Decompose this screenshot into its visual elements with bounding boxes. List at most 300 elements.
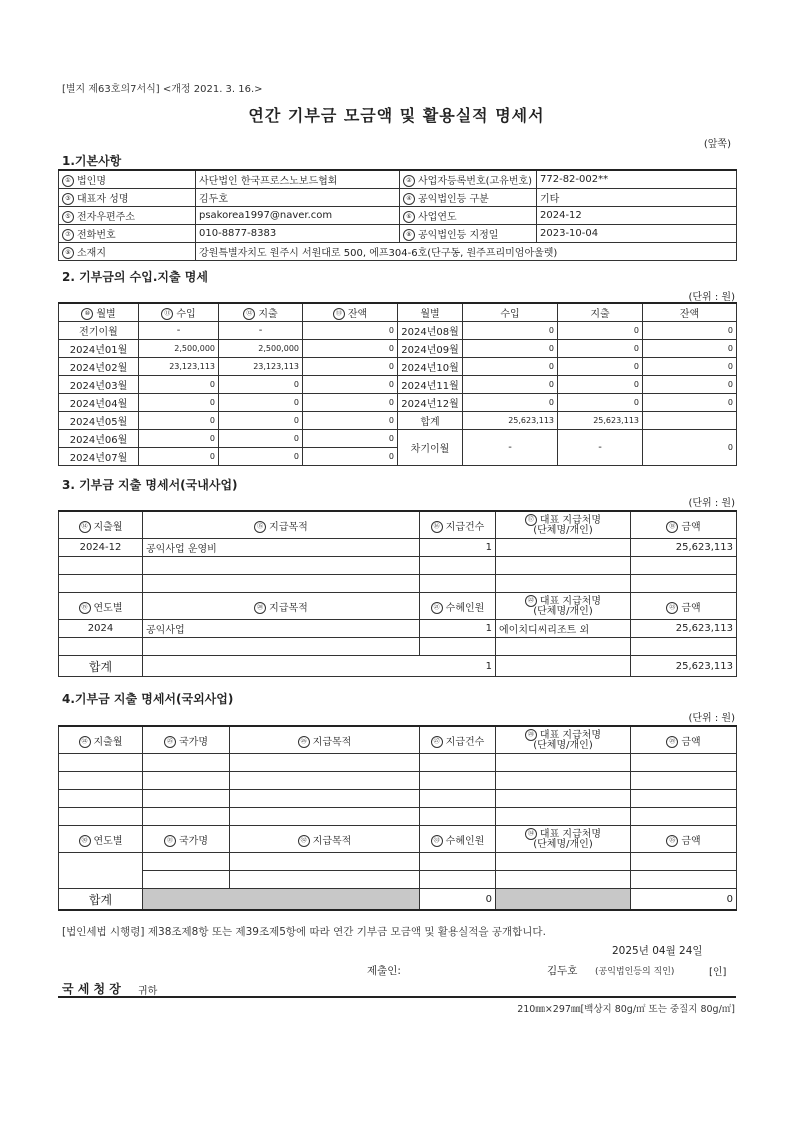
item-label: 대표자 성명: [77, 194, 129, 205]
submitter-role: (공익법인등의 직인): [595, 967, 675, 977]
item-number-badge: ⑰: [525, 514, 537, 526]
shaded-cell: [143, 889, 420, 911]
field-value: 김두호: [196, 189, 400, 207]
total-count: 0: [420, 889, 496, 911]
column-header: [59, 303, 139, 322]
income-cell: 23,123,113: [139, 358, 219, 376]
column-header: 월별: [398, 303, 463, 322]
expense-cell: 0: [219, 412, 303, 430]
item-number-badge: ⑨: [62, 247, 74, 259]
table-cell: [230, 790, 420, 808]
table-row: [59, 539, 737, 557]
table-cell: [143, 871, 230, 889]
item-number-badge: ⑭: [79, 521, 91, 533]
column-header: [143, 826, 230, 853]
item-number-badge: ㉗: [431, 736, 443, 748]
income-cell: 0: [463, 376, 558, 394]
table-cell: 2024: [59, 620, 143, 638]
header-row: [59, 593, 737, 620]
table-cell: [230, 754, 420, 772]
table-cell: [59, 853, 143, 889]
column-header: [420, 593, 496, 620]
item-label: 지출: [258, 309, 278, 320]
table-cell: [59, 638, 143, 656]
total-amount: 25,623,113: [631, 656, 737, 677]
item-label: 연도별: [93, 835, 123, 847]
item-label: 잔액: [347, 309, 368, 320]
month-cell: 2024년02월: [59, 358, 139, 376]
item-label: 수입: [176, 309, 196, 320]
table-row: [59, 394, 737, 412]
expense-cell: 0: [558, 340, 643, 358]
field-label: [59, 207, 196, 225]
front-side-label: (앞쪽): [703, 139, 731, 150]
income-cell: 0: [139, 430, 219, 448]
item-number-badge: ⑤: [62, 211, 74, 223]
item-label: 공익법인등 지정일: [418, 230, 499, 241]
item-number-badge: ⑦: [62, 229, 74, 241]
column-header: [59, 726, 143, 754]
balance-cell: 0: [643, 394, 737, 412]
balance-cell: 0: [643, 340, 737, 358]
total-count: 1: [143, 656, 496, 677]
balance-cell: 0: [303, 430, 398, 448]
item-number-badge: ㉛: [164, 835, 176, 847]
table-row: [59, 620, 737, 638]
item-label: 법인명: [77, 176, 106, 187]
seal-mark: [인]: [709, 967, 727, 978]
table-cell: [143, 808, 230, 826]
item-label-sub: (단체명/개인): [533, 525, 593, 536]
month-cell: 2024년01월: [59, 340, 139, 358]
table-row: [59, 322, 737, 340]
table-cell: 2024-12: [59, 539, 143, 557]
form-reference: [별지 제63호의7서식] <개정 2021. 3. 16.>: [62, 84, 263, 95]
column-header: [496, 593, 631, 620]
expense-cell: 0: [219, 430, 303, 448]
field-label: [59, 189, 196, 207]
item-label: 공익법인등 구분: [418, 194, 489, 205]
submitter-label: 제출인:: [367, 965, 401, 977]
field-value: 2024-12: [537, 207, 737, 225]
table-row: [59, 340, 737, 358]
table-cell: [420, 575, 496, 593]
table-cell: [59, 575, 143, 593]
month-cell: 2024년09월: [398, 340, 463, 358]
income-cell: 0: [463, 394, 558, 412]
expense-cell: -: [219, 322, 303, 340]
paper-spec: 210㎜×297㎜[백상지 80g/㎡ 또는 중질지 80g/㎡]: [517, 1004, 735, 1015]
column-header: 수입: [463, 303, 558, 322]
basic-info-table: [58, 169, 737, 261]
month-cell: 전기이월: [59, 322, 139, 340]
table-row: [59, 189, 737, 207]
field-label: [400, 225, 537, 243]
header-row: [59, 511, 737, 539]
section-3-title: 3. 기부금 지출 명세서(국내사업): [62, 478, 238, 492]
table-row: [59, 853, 737, 871]
field-label: [59, 243, 196, 261]
item-label: 지급목적: [312, 835, 352, 847]
column-header: [59, 826, 143, 853]
item-label: 지급목적: [312, 736, 352, 748]
expense-cell: 0: [558, 358, 643, 376]
table-cell: [631, 754, 737, 772]
item-number-badge: ⑲: [79, 602, 91, 614]
shaded-cell: [496, 889, 631, 911]
table-cell: [631, 638, 737, 656]
submitter-name: 김두호: [547, 965, 578, 977]
table-cell: [420, 790, 496, 808]
table-cell: [143, 853, 230, 871]
item-number-badge: ㉖: [298, 736, 310, 748]
item-number-badge: ⑳: [254, 602, 266, 614]
month-cell: 2024년11월: [398, 376, 463, 394]
field-label: [400, 170, 537, 189]
table-cell: [496, 853, 631, 871]
overseas-expense-table: [58, 725, 737, 911]
header-row: [59, 826, 737, 853]
income-cell: 0: [139, 412, 219, 430]
item-label: 금액: [681, 736, 701, 748]
item-number-badge: ⑮: [254, 521, 266, 533]
expense-cell: 0: [219, 448, 303, 466]
balance-cell: [643, 412, 737, 430]
table-cell: [496, 808, 631, 826]
expense-cell: 0: [558, 376, 643, 394]
column-header: [420, 826, 496, 853]
column-header: [496, 511, 631, 539]
balance-cell: 0: [643, 376, 737, 394]
table-cell: [420, 754, 496, 772]
item-label: 대표 지급처명: [539, 515, 602, 526]
month-cell: 2024년06월: [59, 430, 139, 448]
table-row: [59, 207, 737, 225]
unit-label: (단위 : 원): [688, 713, 735, 724]
table-row: [59, 871, 737, 889]
table-cell: [59, 790, 143, 808]
item-number-badge: ㉑: [431, 602, 443, 614]
table-cell: [143, 575, 420, 593]
table-cell: [143, 557, 420, 575]
column-header: [230, 826, 420, 853]
total-amount: 0: [631, 889, 737, 911]
column-header: 잔액: [643, 303, 737, 322]
table-cell: 25,623,113: [631, 620, 737, 638]
table-cell: [59, 754, 143, 772]
item-number-badge: ⑫: [243, 308, 255, 320]
field-label: [59, 225, 196, 243]
item-label-sub: (단체명/개인): [533, 839, 593, 850]
section-4-title: 4.기부금 지출 명세서(국외사업): [62, 692, 234, 706]
carry-income-cell: -: [463, 430, 558, 466]
bottom-rule: [58, 996, 736, 998]
item-number-badge: ⑩: [81, 308, 93, 320]
item-label: 국가명: [179, 835, 208, 847]
expense-cell: 2,500,000: [219, 340, 303, 358]
total-row: [59, 889, 737, 911]
item-number-badge: ㉙: [666, 736, 678, 748]
total-row: [59, 656, 737, 677]
section-1-title: 1.기본사항: [62, 154, 122, 168]
unit-label: (단위 : 원): [688, 498, 735, 509]
column-header: [219, 303, 303, 322]
item-number-badge: ㉟: [666, 835, 678, 847]
field-value: 사단법인 한국프로스노보드협회: [196, 170, 400, 189]
table-cell: [631, 808, 737, 826]
table-cell: [496, 539, 631, 557]
table-cell: 에이치디씨리조트 외: [496, 620, 631, 638]
expense-cell: 0: [219, 394, 303, 412]
item-label: 대표 지급처명: [539, 829, 602, 840]
item-label: 소재지: [77, 248, 106, 259]
column-header: [59, 593, 143, 620]
table-cell: 1: [420, 539, 496, 557]
item-label: 금액: [681, 602, 701, 614]
income-cell: 0: [463, 322, 558, 340]
field-value: 010-8877-8383: [196, 225, 400, 243]
field-label: [400, 189, 537, 207]
month-cell: 2024년04월: [59, 394, 139, 412]
month-cell: 2024년03월: [59, 376, 139, 394]
column-header: [59, 511, 143, 539]
table-row: [59, 358, 737, 376]
table-cell: [59, 772, 143, 790]
item-number-badge: ⑪: [161, 308, 173, 320]
table-row: [59, 754, 737, 772]
item-label: 지급목적: [269, 602, 308, 614]
item-number-badge: ㉓: [666, 602, 678, 614]
item-label: 사업자등록번호(고유번호): [418, 176, 533, 187]
column-header: [631, 593, 737, 620]
total-label: 합계: [59, 656, 143, 677]
table-cell: [59, 557, 143, 575]
table-cell: [496, 772, 631, 790]
item-label: 지출월: [93, 521, 123, 533]
table-row: [59, 772, 737, 790]
month-cell: 2024년07월: [59, 448, 139, 466]
table-row: [59, 575, 737, 593]
item-label: 수혜인원: [445, 602, 485, 614]
table-cell: 공익사업: [143, 620, 420, 638]
month-cell: 2024년10월: [398, 358, 463, 376]
column-header: [303, 303, 398, 322]
table-cell: [631, 557, 737, 575]
table-row: [59, 808, 737, 826]
total-recipient: [496, 656, 631, 677]
disclosure-notice: [법인세법 시행령] 제38조제8항 또는 제39조제5항에 따라 연간 기부금 모금액 및 활용실적을 공개합니다.: [62, 926, 546, 938]
item-label: 지급목적: [269, 521, 308, 533]
expense-cell: 23,123,113: [219, 358, 303, 376]
table-cell: [420, 853, 496, 871]
balance-cell: 0: [643, 322, 737, 340]
item-label: 사업연도: [418, 212, 457, 223]
column-header: [230, 726, 420, 754]
item-number-badge: ④: [403, 193, 415, 205]
field-value: 기타: [537, 189, 737, 207]
item-label: 대표 지급처명: [539, 596, 602, 607]
item-label-sub: (단체명/개인): [533, 740, 593, 751]
item-number-badge: ㉚: [79, 835, 91, 847]
income-cell: 0: [463, 340, 558, 358]
table-cell: [631, 575, 737, 593]
field-label: [59, 170, 196, 189]
balance-cell: 0: [303, 376, 398, 394]
item-label: 지급건수: [445, 521, 485, 533]
item-number-badge: ㉒: [525, 595, 537, 607]
balance-cell: 0: [303, 394, 398, 412]
column-header: [631, 726, 737, 754]
item-label: 대표 지급처명: [539, 730, 602, 741]
balance-cell: 0: [303, 448, 398, 466]
item-label: 월별: [96, 309, 116, 320]
table-cell: [496, 638, 631, 656]
column-header: [143, 511, 420, 539]
item-number-badge: ㉝: [431, 835, 443, 847]
column-header: [420, 511, 496, 539]
expense-cell: 0: [558, 322, 643, 340]
income-cell: 0: [139, 376, 219, 394]
item-number-badge: ⑯: [431, 521, 443, 533]
carry-forward-label: 차기이월: [398, 430, 463, 466]
month-cell: 2024년12월: [398, 394, 463, 412]
income-cell: 0: [139, 448, 219, 466]
table-row: [59, 430, 737, 448]
table-cell: [496, 575, 631, 593]
column-header: [631, 511, 737, 539]
field-value: psakorea1997@naver.com: [196, 207, 400, 225]
item-number-badge: ㉔: [79, 736, 91, 748]
column-header: [143, 593, 420, 620]
column-header: 지출: [558, 303, 643, 322]
carry-expense-cell: -: [558, 430, 643, 466]
table-cell: [230, 772, 420, 790]
table-cell: [496, 557, 631, 575]
recipient: 국 세 청 장: [62, 982, 121, 996]
unit-label: (단위 : 원): [688, 292, 735, 303]
balance-cell: 0: [303, 340, 398, 358]
item-number-badge: ①: [62, 175, 74, 187]
item-number-badge: ㉘: [525, 729, 537, 741]
income-cell: -: [139, 322, 219, 340]
item-label: 수혜인원: [445, 835, 485, 847]
item-label: 금액: [681, 521, 701, 533]
submission-date: 2025년 04월 24일: [612, 945, 703, 957]
item-label: 연도별: [93, 602, 123, 614]
item-number-badge: ②: [403, 175, 415, 187]
column-header: [496, 826, 631, 853]
item-number-badge: ㉕: [164, 736, 176, 748]
table-row: [59, 243, 737, 261]
table-cell: [59, 808, 143, 826]
header-row: [59, 303, 737, 322]
column-header: [139, 303, 219, 322]
item-number-badge: ③: [62, 193, 74, 205]
table-row: [59, 790, 737, 808]
field-value: 772-82-002**: [537, 170, 737, 189]
table-cell: [230, 871, 420, 889]
item-number-badge: ⑧: [403, 229, 415, 241]
section-2-title: 2. 기부금의 수입.지출 명세: [62, 270, 208, 284]
table-cell: [143, 754, 230, 772]
table-cell: [143, 790, 230, 808]
table-cell: [143, 772, 230, 790]
carry-balance-cell: 0: [643, 430, 737, 466]
item-number-badge: ㉞: [525, 828, 537, 840]
table-cell: 25,623,113: [631, 539, 737, 557]
honorific: 귀하: [138, 986, 158, 997]
balance-cell: 0: [303, 358, 398, 376]
item-label: 지급건수: [445, 736, 485, 748]
table-cell: [143, 638, 420, 656]
table-cell: [420, 557, 496, 575]
table-row: [59, 376, 737, 394]
total-label: 합계: [59, 889, 143, 911]
item-label: 지출월: [93, 736, 123, 748]
table-cell: [631, 772, 737, 790]
income-cell: 2,500,000: [139, 340, 219, 358]
table-cell: [496, 754, 631, 772]
income-cell: 0: [463, 358, 558, 376]
field-label: [400, 207, 537, 225]
table-cell: 공익사업 운영비: [143, 539, 420, 557]
item-label-sub: (단체명/개인): [533, 606, 593, 617]
address-value: 강원특별자치도 원주시 서원대로 500, 에프304-6호(단구동, 원주프리미엄아울렛): [196, 243, 737, 261]
table-cell: [230, 808, 420, 826]
column-header: [420, 726, 496, 754]
table-cell: [496, 871, 631, 889]
item-number-badge: ⑥: [403, 211, 415, 223]
item-label: 금액: [681, 835, 701, 847]
table-row: [59, 557, 737, 575]
table-row: [59, 412, 737, 430]
income-cell: 25,623,113: [463, 412, 558, 430]
item-number-badge: ⑬: [333, 308, 345, 320]
table-cell: [496, 790, 631, 808]
table-cell: [420, 808, 496, 826]
table-row: [59, 638, 737, 656]
month-cell: 합계: [398, 412, 463, 430]
table-cell: [631, 790, 737, 808]
item-label: 국가명: [179, 736, 208, 748]
table-cell: [420, 772, 496, 790]
column-header: [143, 726, 230, 754]
balance-cell: 0: [303, 412, 398, 430]
item-number-badge: ⑱: [666, 521, 678, 533]
table-cell: [631, 871, 737, 889]
table-cell: [420, 638, 496, 656]
table-cell: [631, 853, 737, 871]
expense-cell: 25,623,113: [558, 412, 643, 430]
income-expense-table: [58, 302, 737, 466]
month-cell: 2024년08월: [398, 322, 463, 340]
table-cell: 1: [420, 620, 496, 638]
balance-cell: 0: [303, 322, 398, 340]
table-cell: [230, 853, 420, 871]
table-cell: [420, 871, 496, 889]
table-row: [59, 225, 737, 243]
month-cell: 2024년05월: [59, 412, 139, 430]
table-row: [59, 170, 737, 189]
balance-cell: 0: [643, 358, 737, 376]
field-value: 2023-10-04: [537, 225, 737, 243]
expense-cell: 0: [558, 394, 643, 412]
column-header: [631, 826, 737, 853]
domestic-expense-table: [58, 510, 737, 677]
income-cell: 0: [139, 394, 219, 412]
expense-cell: 0: [219, 376, 303, 394]
item-label: 전자우편주소: [77, 212, 135, 223]
